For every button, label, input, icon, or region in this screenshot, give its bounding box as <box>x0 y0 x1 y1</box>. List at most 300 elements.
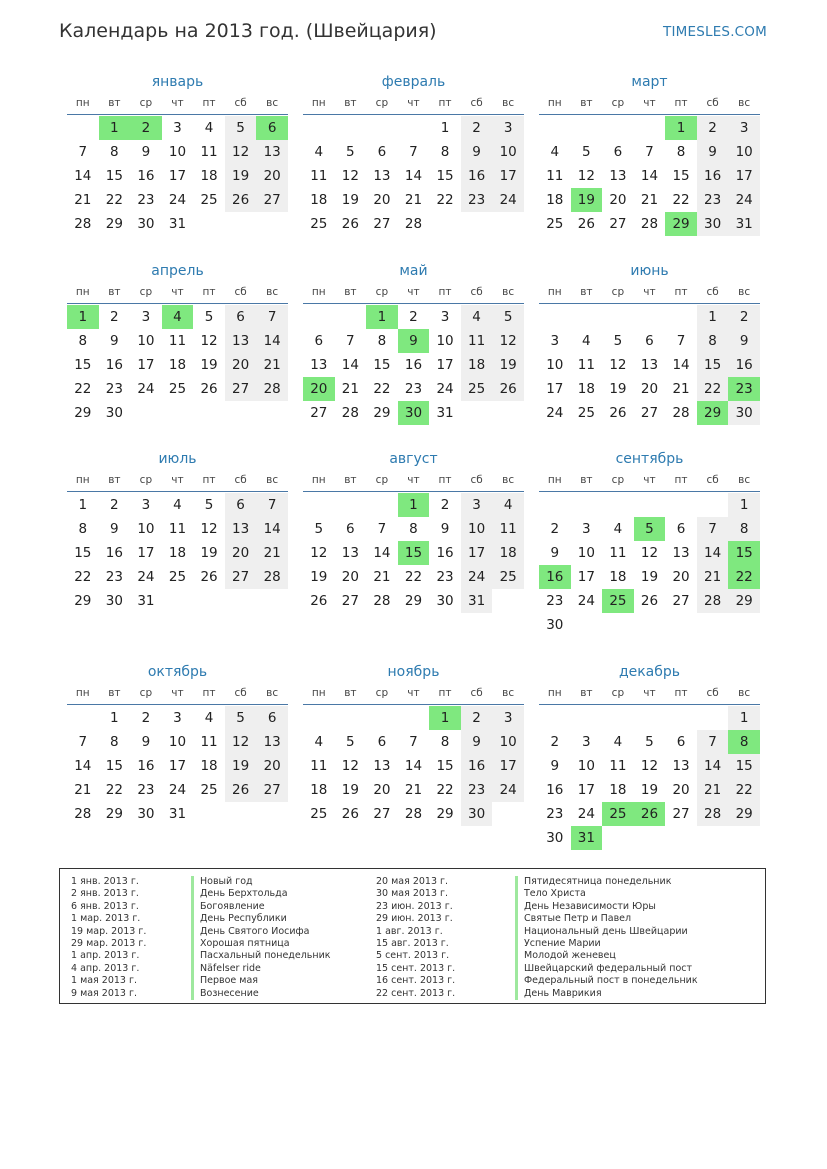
weekday-label: вт <box>108 97 121 109</box>
day-cell: 26 <box>200 569 218 585</box>
holiday-day-cell: 25 <box>602 589 634 613</box>
legend-date: 22 сент. 2013 г. <box>376 987 456 999</box>
day-cell: 15 <box>74 545 92 561</box>
weekday-label: чт <box>643 286 656 298</box>
day-cell: 11 <box>200 734 218 750</box>
day-cell: 28 <box>697 589 729 613</box>
day-cell: 19 <box>200 545 218 561</box>
day-cell: 9 <box>728 329 760 353</box>
day-cell: 16 <box>436 545 454 561</box>
day-cell: 2 <box>409 309 418 325</box>
day-cell: 21 <box>256 353 288 377</box>
weekday-label: сб <box>470 474 483 486</box>
day-cell: 3 <box>173 710 182 726</box>
day-cell: 20 <box>672 782 690 798</box>
day-cell: 22 <box>404 569 423 585</box>
legend-dates-left <box>71 876 146 1000</box>
legend-holiday-name: Вознесение <box>200 987 259 999</box>
weekday-label: вт <box>108 687 121 699</box>
legend-holiday-name: Молодой женевец <box>524 950 616 962</box>
day-cell: 5 <box>492 305 524 329</box>
day-cell: 4 <box>492 493 524 517</box>
day-cell: 30 <box>105 593 123 609</box>
weekday-label: чт <box>643 97 656 109</box>
day-cell: 17 <box>168 758 187 774</box>
weekday-header <box>67 473 288 492</box>
empty-cell <box>602 706 634 730</box>
legend-date: 5 сент. 2013 г. <box>376 950 450 962</box>
weekday-label: пт <box>674 286 688 298</box>
day-cell: 1 <box>728 493 760 517</box>
weekday-label: пт <box>438 474 452 486</box>
day-cell: 23 <box>105 381 123 397</box>
day-cell: 19 <box>310 569 328 585</box>
month-name: ноябрь <box>387 664 440 680</box>
holiday-day-cell: 26 <box>634 802 666 826</box>
day-cell: 8 <box>697 329 729 353</box>
holiday-day-cell: 1 <box>665 116 697 140</box>
day-cell: 2 <box>141 710 151 726</box>
day-cell: 11 <box>609 545 627 561</box>
weekday-label: вс <box>502 97 515 109</box>
day-cell: 16 <box>728 353 760 377</box>
day-cell: 18 <box>492 541 524 565</box>
holiday-day-cell: 4 <box>162 305 194 329</box>
weekday-label: пн <box>547 474 562 486</box>
weekday-label: сб <box>706 474 719 486</box>
empty-cell <box>303 493 335 517</box>
day-cell: 18 <box>461 353 493 377</box>
day-cell: 17 <box>728 164 760 188</box>
day-cell: 10 <box>168 144 187 160</box>
holiday-day-cell: 1 <box>67 305 99 329</box>
weekday-label: пн <box>547 286 562 298</box>
day-cell: 21 <box>373 569 391 585</box>
day-cell: 28 <box>697 802 729 826</box>
day-cell: 28 <box>373 593 391 609</box>
day-cell: 4 <box>314 144 324 160</box>
day-cell: 30 <box>461 802 493 826</box>
weekday-label: сб <box>234 474 247 486</box>
weekday-label: пн <box>547 687 562 699</box>
day-cell: 11 <box>461 329 493 353</box>
day-grid <box>303 706 524 826</box>
day-cell: 26 <box>640 593 659 609</box>
weekday-label: пт <box>674 97 688 109</box>
legend-date: 29 июн. 2013 г. <box>376 913 453 925</box>
day-cell: 30 <box>137 806 155 822</box>
day-cell: 23 <box>697 188 729 212</box>
day-cell: 7 <box>697 517 729 541</box>
weekday-label: сб <box>234 97 247 109</box>
day-cell: 14 <box>697 541 729 565</box>
day-cell: 20 <box>225 541 257 565</box>
day-cell: 20 <box>256 754 288 778</box>
day-cell: 22 <box>74 381 92 397</box>
weekday-header <box>303 473 524 492</box>
day-cell: 14 <box>74 168 92 184</box>
day-cell: 17 <box>577 782 595 798</box>
day-cell: 18 <box>310 192 328 208</box>
weekday-label: пт <box>202 474 216 486</box>
day-cell: 13 <box>373 168 391 184</box>
month-block <box>539 449 760 637</box>
day-cell: 6 <box>613 144 623 160</box>
day-cell: 5 <box>582 144 591 160</box>
day-cell: 6 <box>377 734 387 750</box>
holiday-day-cell: 9 <box>398 329 430 353</box>
day-grid <box>67 305 288 425</box>
day-cell: 23 <box>461 778 493 802</box>
day-cell: 13 <box>672 758 690 774</box>
legend-date: 1 апр. 2013 г. <box>71 950 140 962</box>
legend-holiday-name: Тело Христа <box>524 888 586 900</box>
day-cell: 22 <box>697 377 729 401</box>
weekday-label: вт <box>580 97 593 109</box>
day-cell: 3 <box>173 120 182 136</box>
weekday-label: сб <box>706 687 719 699</box>
day-cell: 6 <box>256 706 288 730</box>
day-cell: 5 <box>314 521 324 537</box>
day-cell: 7 <box>256 305 288 329</box>
day-cell: 7 <box>78 734 88 750</box>
weekday-label: вс <box>738 286 751 298</box>
holiday-day-cell: 2 <box>130 116 162 140</box>
empty-cell <box>697 706 729 730</box>
holiday-day-cell: 8 <box>728 730 760 754</box>
weekday-label: чт <box>407 286 420 298</box>
day-cell: 24 <box>168 192 187 208</box>
day-cell: 22 <box>74 569 92 585</box>
day-cell: 1 <box>697 305 729 329</box>
day-cell: 26 <box>200 381 218 397</box>
day-cell: 23 <box>137 782 155 798</box>
day-cell: 25 <box>200 782 218 798</box>
weekday-label: ср <box>611 687 625 699</box>
day-cell: 5 <box>613 333 623 349</box>
day-cell: 10 <box>436 333 454 349</box>
holiday-day-cell: 19 <box>571 188 603 212</box>
legend-holiday-name: День Святого Иосифа <box>200 925 310 937</box>
weekday-label: пн <box>311 286 326 298</box>
day-cell: 16 <box>404 357 423 373</box>
day-cell: 15 <box>436 168 454 184</box>
day-cell: 3 <box>550 333 560 349</box>
day-cell: 9 <box>550 545 560 561</box>
day-cell: 11 <box>310 758 328 774</box>
day-cell: 9 <box>697 140 729 164</box>
day-cell: 4 <box>461 305 493 329</box>
empty-cell <box>602 305 634 329</box>
day-cell: 24 <box>137 381 155 397</box>
day-cell: 5 <box>346 144 355 160</box>
day-cell: 30 <box>728 401 760 425</box>
day-cell: 29 <box>105 806 123 822</box>
empty-cell <box>366 116 398 140</box>
weekday-label: вс <box>266 97 279 109</box>
weekday-header <box>539 473 760 492</box>
month-block <box>303 449 524 613</box>
day-cell: 10 <box>137 521 155 537</box>
day-cell: 10 <box>461 517 493 541</box>
day-cell: 28 <box>74 216 92 232</box>
month-name: октябрь <box>147 664 208 680</box>
day-grid <box>539 116 760 236</box>
weekday-label: ср <box>139 687 153 699</box>
weekday-label: вт <box>344 474 357 486</box>
weekday-label: пн <box>311 474 326 486</box>
day-cell: 10 <box>168 734 187 750</box>
legend-holiday-name: Näfelser ride <box>200 962 261 974</box>
day-cell: 18 <box>609 782 627 798</box>
empty-cell <box>335 116 367 140</box>
legend-date: 9 мая 2013 г. <box>71 987 137 999</box>
day-cell: 29 <box>373 405 391 421</box>
empty-cell <box>398 706 430 730</box>
day-cell: 29 <box>404 593 423 609</box>
empty-cell <box>665 493 697 517</box>
day-cell: 10 <box>137 333 155 349</box>
empty-cell <box>539 493 571 517</box>
day-cell: 16 <box>105 545 123 561</box>
day-cell: 2 <box>110 497 119 513</box>
legend-holiday-name: Богоявление <box>200 900 265 912</box>
legend-date: 6 янв. 2013 г. <box>71 900 139 912</box>
day-cell: 28 <box>672 405 690 421</box>
weekday-label: пт <box>438 286 452 298</box>
weekday-label: ср <box>611 286 625 298</box>
weekday-label: пт <box>438 97 452 109</box>
legend-holiday-name: День Независимости Юры <box>524 900 656 912</box>
day-cell: 27 <box>225 565 257 589</box>
weekday-header <box>303 96 524 115</box>
day-cell: 21 <box>697 565 729 589</box>
day-cell: 6 <box>377 144 387 160</box>
day-cell: 6 <box>346 521 355 537</box>
day-cell: 13 <box>672 545 690 561</box>
day-cell: 19 <box>341 192 359 208</box>
day-cell: 25 <box>546 216 564 232</box>
day-cell: 10 <box>577 758 595 774</box>
weekday-label: чт <box>407 474 420 486</box>
weekday-label: пн <box>75 474 90 486</box>
site-link[interactable]: TIMESLES.COM <box>663 24 767 40</box>
day-cell: 8 <box>110 144 119 160</box>
day-cell: 26 <box>577 216 595 232</box>
holiday-day-cell: 1 <box>99 116 131 140</box>
legend-date: 15 сент. 2013 г. <box>376 962 456 974</box>
day-cell: 3 <box>582 521 591 537</box>
day-cell: 15 <box>436 758 454 774</box>
day-cell: 25 <box>168 569 187 585</box>
holiday-day-cell: 31 <box>571 826 603 850</box>
day-cell: 17 <box>577 569 595 585</box>
empty-cell <box>634 305 666 329</box>
weekday-label: чт <box>407 687 420 699</box>
weekday-label: ср <box>375 474 389 486</box>
day-cell: 8 <box>78 521 88 537</box>
day-cell: 17 <box>137 545 155 561</box>
weekday-header <box>303 686 524 705</box>
day-cell: 11 <box>200 144 218 160</box>
day-cell: 14 <box>404 758 423 774</box>
month-block <box>67 72 288 236</box>
day-cell: 29 <box>436 806 454 822</box>
day-cell: 7 <box>256 493 288 517</box>
weekday-label: пт <box>674 474 688 486</box>
legend-date: 20 мая 2013 г. <box>376 876 449 887</box>
day-cell: 27 <box>373 806 391 822</box>
day-cell: 5 <box>346 734 355 750</box>
day-cell: 23 <box>461 188 493 212</box>
legend-date: 30 мая 2013 г. <box>376 888 449 900</box>
weekday-label: ср <box>611 474 625 486</box>
day-cell: 27 <box>341 593 359 609</box>
holiday-day-cell: 29 <box>697 401 729 425</box>
day-cell: 23 <box>137 192 155 208</box>
empty-cell <box>67 706 99 730</box>
day-cell: 13 <box>225 329 257 353</box>
legend-date: 16 сент. 2013 г. <box>376 975 456 987</box>
day-cell: 20 <box>373 782 391 798</box>
weekday-label: вс <box>502 687 515 699</box>
empty-cell <box>697 493 729 517</box>
weekday-label: сб <box>470 97 483 109</box>
day-cell: 8 <box>440 734 450 750</box>
weekday-label: пт <box>202 286 216 298</box>
day-cell: 25 <box>310 216 328 232</box>
month-name: февраль <box>381 74 446 90</box>
weekday-label: вт <box>344 687 357 699</box>
weekday-label: сб <box>706 286 719 298</box>
day-cell: 12 <box>577 168 595 184</box>
day-cell: 2 <box>728 305 760 329</box>
day-grid <box>67 493 288 613</box>
day-cell: 31 <box>168 216 187 232</box>
day-cell: 30 <box>697 212 729 236</box>
day-cell: 3 <box>492 116 524 140</box>
weekday-label: ср <box>375 97 389 109</box>
day-cell: 29 <box>728 589 760 613</box>
day-cell: 31 <box>137 593 155 609</box>
day-cell: 30 <box>436 593 454 609</box>
day-cell: 18 <box>200 758 218 774</box>
weekday-label: ср <box>375 687 389 699</box>
day-cell: 23 <box>546 806 564 822</box>
legend-holiday-name: День Республики <box>200 913 287 925</box>
day-cell: 4 <box>582 333 591 349</box>
day-cell: 30 <box>546 830 564 846</box>
day-cell: 14 <box>373 545 391 561</box>
day-cell: 26 <box>492 377 524 401</box>
day-cell: 3 <box>141 309 151 325</box>
day-cell: 15 <box>105 168 123 184</box>
weekday-label: ср <box>375 286 389 298</box>
day-cell: 27 <box>640 405 659 421</box>
day-cell: 13 <box>609 168 627 184</box>
day-cell: 15 <box>697 353 729 377</box>
day-cell: 25 <box>168 381 187 397</box>
weekday-label: вс <box>266 474 279 486</box>
day-cell: 9 <box>550 758 560 774</box>
weekday-label: сб <box>234 286 247 298</box>
weekday-label: чт <box>171 687 184 699</box>
day-cell: 6 <box>645 333 654 349</box>
day-cell: 2 <box>110 309 119 325</box>
holiday-day-cell: 5 <box>634 517 666 541</box>
empty-cell <box>602 116 634 140</box>
day-grid <box>539 493 760 637</box>
day-cell: 21 <box>341 381 359 397</box>
day-cell: 25 <box>492 565 524 589</box>
day-cell: 8 <box>676 144 686 160</box>
day-cell: 13 <box>310 357 328 373</box>
empty-cell <box>335 706 367 730</box>
day-cell: 22 <box>105 192 123 208</box>
empty-cell <box>67 116 99 140</box>
day-cell: 29 <box>74 593 92 609</box>
weekday-label: вс <box>738 97 751 109</box>
holiday-day-cell: 15 <box>728 541 760 565</box>
weekday-label: пн <box>75 687 90 699</box>
day-cell: 17 <box>168 168 187 184</box>
day-cell: 22 <box>105 782 123 798</box>
day-cell: 8 <box>110 734 119 750</box>
month-name: сентябрь <box>615 451 684 467</box>
empty-cell <box>303 305 335 329</box>
legend-holiday-name: Федеральный пост в понедельник <box>524 975 698 987</box>
empty-cell <box>634 706 666 730</box>
day-cell: 17 <box>492 164 524 188</box>
day-cell: 8 <box>377 333 387 349</box>
day-cell: 6 <box>225 493 257 517</box>
legend-holiday-name: Успение Марии <box>524 938 601 950</box>
legend-date: 4 апр. 2013 г. <box>71 962 140 974</box>
day-cell: 8 <box>440 144 450 160</box>
day-cell: 4 <box>550 144 560 160</box>
day-cell: 18 <box>577 381 595 397</box>
day-grid <box>67 706 288 826</box>
day-cell: 6 <box>225 305 257 329</box>
day-cell: 26 <box>310 593 328 609</box>
day-cell: 10 <box>546 357 564 373</box>
day-cell: 15 <box>74 357 92 373</box>
day-cell: 9 <box>440 521 450 537</box>
day-cell: 20 <box>256 164 288 188</box>
day-cell: 20 <box>341 569 359 585</box>
day-cell: 29 <box>728 802 760 826</box>
day-cell: 16 <box>137 168 155 184</box>
day-cell: 3 <box>492 706 524 730</box>
day-cell: 27 <box>609 216 627 232</box>
month-name: январь <box>151 74 204 90</box>
day-cell: 4 <box>173 497 182 513</box>
day-grid <box>303 493 524 613</box>
weekday-label: чт <box>643 687 656 699</box>
weekday-label: чт <box>407 97 420 109</box>
day-cell: 19 <box>492 353 524 377</box>
weekday-header <box>67 285 288 304</box>
day-cell: 12 <box>609 357 627 373</box>
day-cell: 23 <box>404 381 423 397</box>
holiday-day-cell: 23 <box>728 377 760 401</box>
day-cell: 5 <box>645 734 654 750</box>
day-cell: 9 <box>141 734 151 750</box>
day-cell: 27 <box>256 778 288 802</box>
weekday-label: вс <box>502 474 515 486</box>
empty-cell <box>571 706 603 730</box>
day-cell: 11 <box>168 333 187 349</box>
